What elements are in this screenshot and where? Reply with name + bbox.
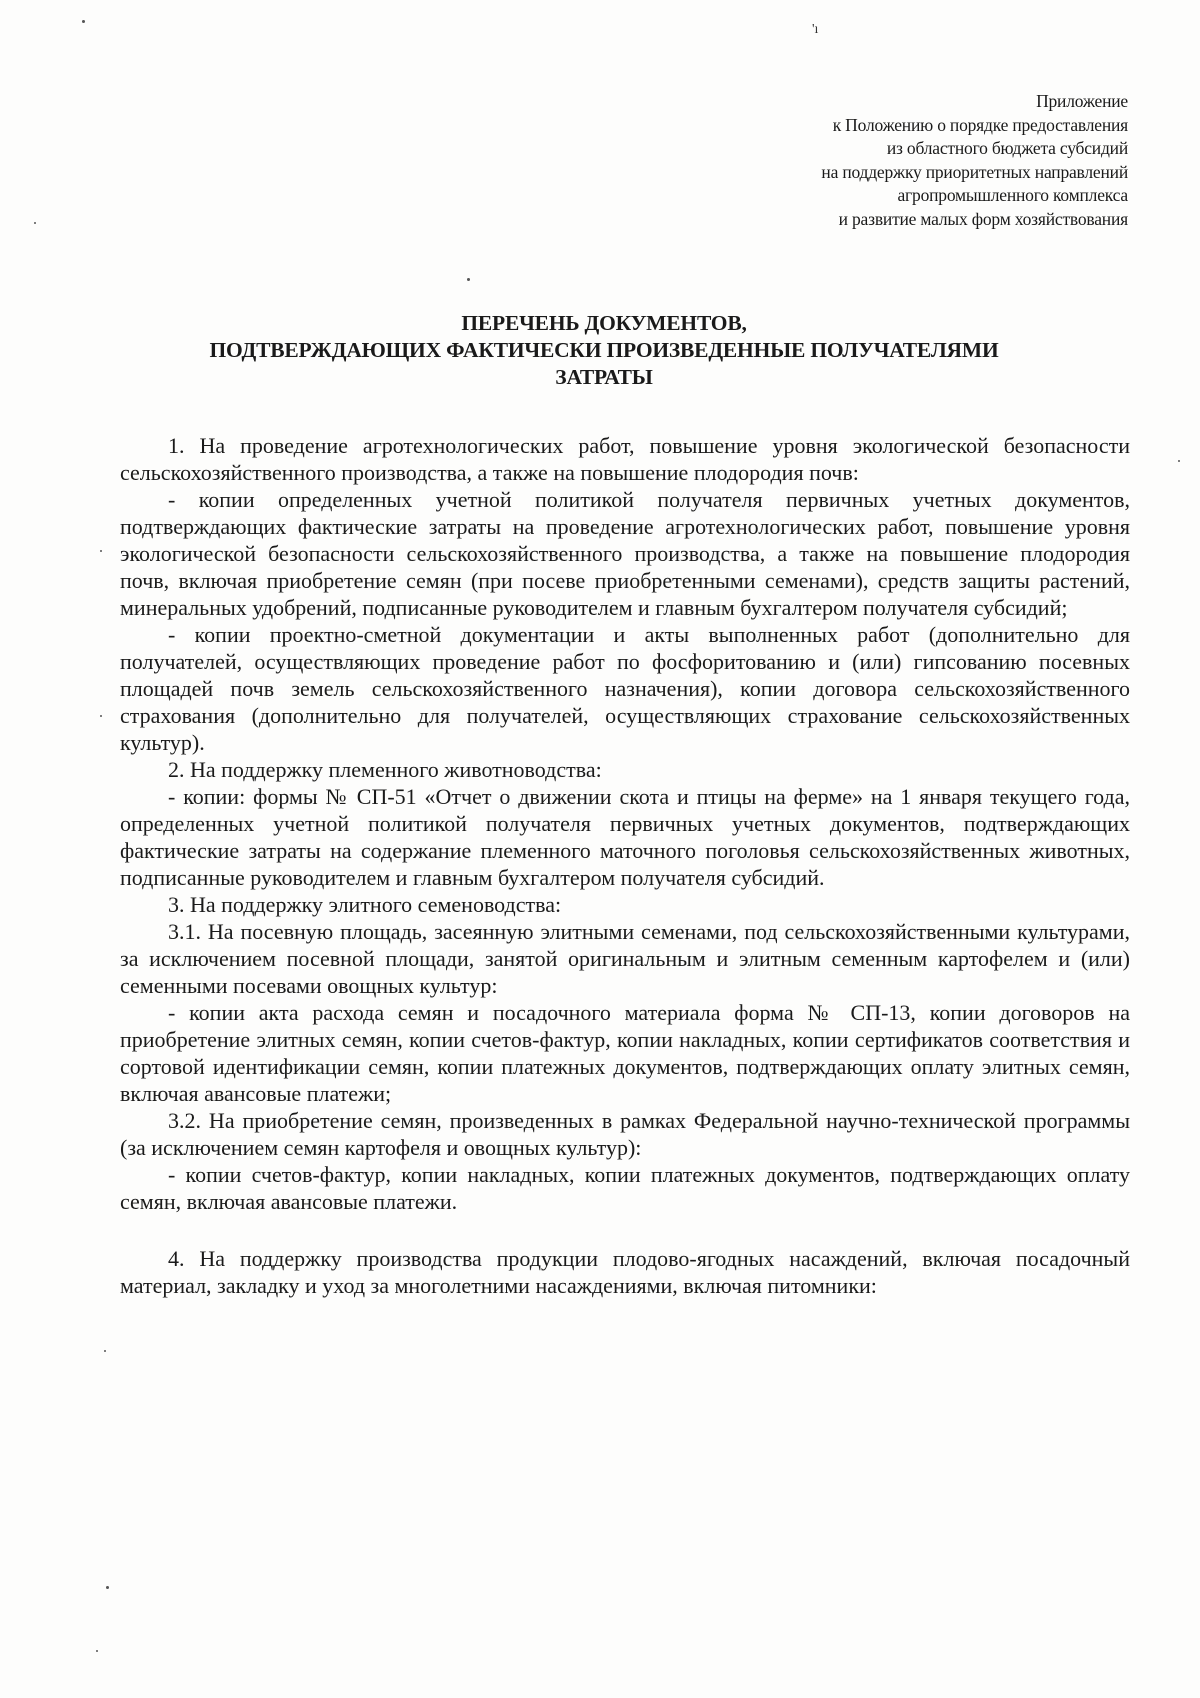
header-line: Приложение (1036, 91, 1128, 111)
section-3-heading: 3. На поддержку элитного семеноводства: (168, 892, 562, 917)
scan-speck (106, 1586, 109, 1589)
section-3-2-item: - копии счетов-фактур, копии накладных, копии платежных документов, подтверждающих оплату семян, включая авансовые платежи. (120, 1162, 1130, 1214)
title-line: ПОДТВЕРЖДАЮЩИХ ФАКТИЧЕСКИ ПРОИЗВЕДЕННЫЕ ПОЛУЧАТЕЛЯМИ (209, 338, 999, 362)
section-4-heading: 4. На поддержку производства продукции плодово-ягодных насаждений, включая посадочный материал, закладку и уход за многолетними насаждениями, включая питомники: (120, 1246, 1130, 1298)
section-3-1-item: - копии акта расхода семян и посадочного материала форма № СП-13, копии договоров на приобретение элитных семян, копии счетов-фактур, копии накладных, копии сертификатов соответствия и сортовой идентификации семян, копии платежных документов, подтверждающих оплату элитных семян, включая авансовые платежи; (120, 1000, 1130, 1106)
scan-speck (467, 278, 470, 281)
header-line: на поддержку приоритетных направлений (821, 161, 1128, 182)
appendix-header (608, 90, 1128, 231)
scan-speck (100, 550, 102, 552)
document-title (120, 310, 1088, 391)
section-3-2-heading: 3.2. На приобретение семян, произведенных в рамках Федеральной научно-технической программы (за исключением семян картофеля и овощных культур): (120, 1108, 1130, 1160)
scan-speck (34, 222, 36, 224)
title-line: ПЕРЕЧЕНЬ ДОКУМЕНТОВ, (461, 311, 747, 335)
section-1-item-1: - копии определенных учетной политикой получателя первичных учетных документов, подтверждающих фактические затраты на проведение агротехнологических работ, повышение уровня экологической безопасности сельскохозяйственного производства, а также на повышение плодородия почв, включая приобретение семян (при посеве приобретенными семенами), средств защиты растений, минеральных удобрений, подписанные руководителем и главным бухгалтером получателя субсидий; (120, 487, 1130, 620)
scan-mark: 'ı (812, 22, 819, 37)
document-body (120, 432, 1130, 1299)
section-3-1-heading: 3.1. На посевную площадь, засеянную элитными семенами, под сельскохозяйственными культурами, за исключением посевной площади, занятой оригинальным и элитным семенным картофелем и (или) семенными посевами овощных культур: (120, 919, 1130, 998)
section-2-heading: 2. На поддержку племенного животноводства: (168, 757, 602, 782)
header-line: агропромышленного комплекса (897, 185, 1128, 205)
section-2-item-1: - копии: формы № СП-51 «Отчет о движении скота и птицы на ферме» на 1 января текущего года, определенных учетной политикой получателя первичных учетных документов, подтверждающих фактические затраты на содержание племенного маточного поголовья сельскохозяйственных животных, подписанные руководителем и главным бухгалтером получателя субсидий. (120, 784, 1130, 890)
scan-speck (104, 1350, 106, 1352)
header-line: и развитие малых форм хозяйствования (838, 208, 1128, 229)
scan-speck (82, 20, 85, 23)
section-1-item-2: - копии проектно-сметной документации и акты выполненных работ (дополнительно для получателей, осуществляющих проведение работ по фосфоритованию и (или) гипсованию посевных площадей почв земель сельскохозяйственного назначения), копии договора сельскохозяйственного страхования (дополнительно для получателей, осуществляющих страхование сельскохозяйственных культур). (120, 622, 1130, 755)
scan-speck (96, 1650, 98, 1652)
title-line: ЗАТРАТЫ (555, 365, 653, 389)
header-line: к Положению о порядке предоставления (832, 114, 1128, 135)
scan-speck (1178, 460, 1180, 462)
header-line: из областного бюджета субсидий (886, 138, 1128, 158)
scan-speck (100, 715, 102, 717)
section-1-heading: 1. На проведение агротехнологических работ, повышение уровня экологической безопасности сельскохозяйственного производства, а также на повышение плодородия почв: (120, 433, 1130, 485)
